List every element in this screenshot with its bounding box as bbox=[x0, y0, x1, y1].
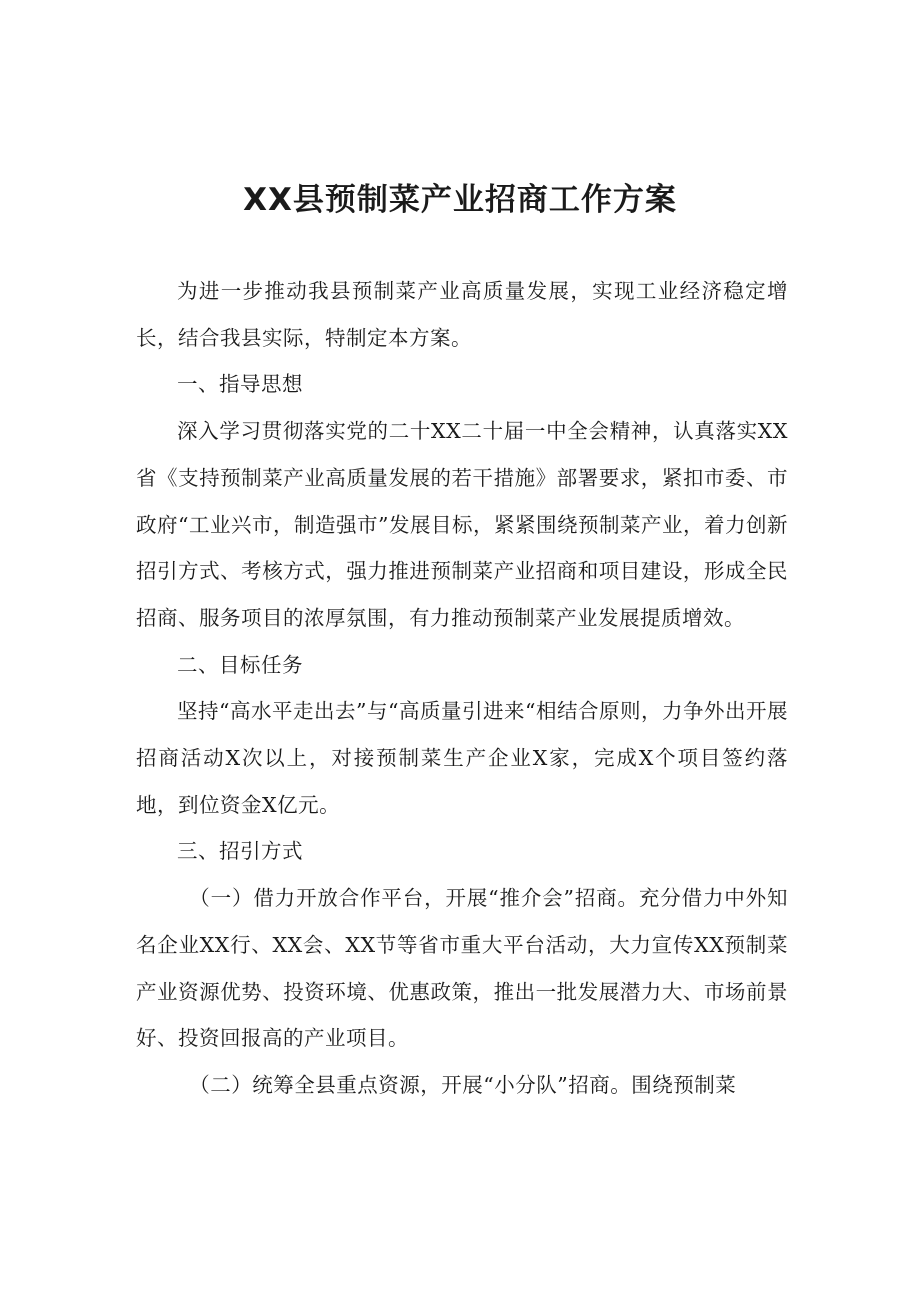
method-paragraph-2: （二）统筹全县重点资源，开展“小分队”招商。围绕预制菜 bbox=[189, 1072, 737, 1097]
guiding-ideology-paragraph: 深入学习贯彻落实党的二十XX二十届一中全会精神，认真落实XX省《支持预制菜产业高质量发展的若干措施》部署要求，紧扣市委、市政府“工业兴市，制造强市”发展目标，紧紧围绕预制菜产业，着力创新招引方式、考核方式，强力推进预制菜产业招商和项目建设，形成全民招商、服务项目的浓厚氛围，有力推动预制菜产业发展提质增效。 bbox=[136, 419, 788, 630]
intro-paragraph: 为进一步推动我县预制菜产业高质量发展，实现工业经济稳定增长，结合我县实际，特制定本方案。 bbox=[136, 279, 788, 350]
document-title: XX县预制菜产业招商工作方案 bbox=[243, 182, 677, 218]
section-heading-methods: 三、招引方式 bbox=[177, 839, 303, 864]
section-heading-goals: 二、目标任务 bbox=[177, 652, 303, 677]
document-body bbox=[136, 268, 788, 1109]
method-paragraph-1: （一）借力开放合作平台，开展“推介会”招商。充分借力中外知名企业XX行、XX会、XX节等省市重大平台活动，大力宣传XX预制菜产业资源优势、投资环境、优惠政策，推出一批发展潜力大、市场前景好、投资回报高的产业项目。 bbox=[136, 886, 788, 1051]
goals-paragraph: 坚持“高水平走出去”与“高质量引进来“相结合原则，力争外出开展招商活动X次以上，对接预制菜生产企业X家，完成X个项目签约落地，到位资金X亿元。 bbox=[136, 699, 788, 817]
section-heading-guiding-ideology: 一、指导思想 bbox=[177, 372, 303, 397]
